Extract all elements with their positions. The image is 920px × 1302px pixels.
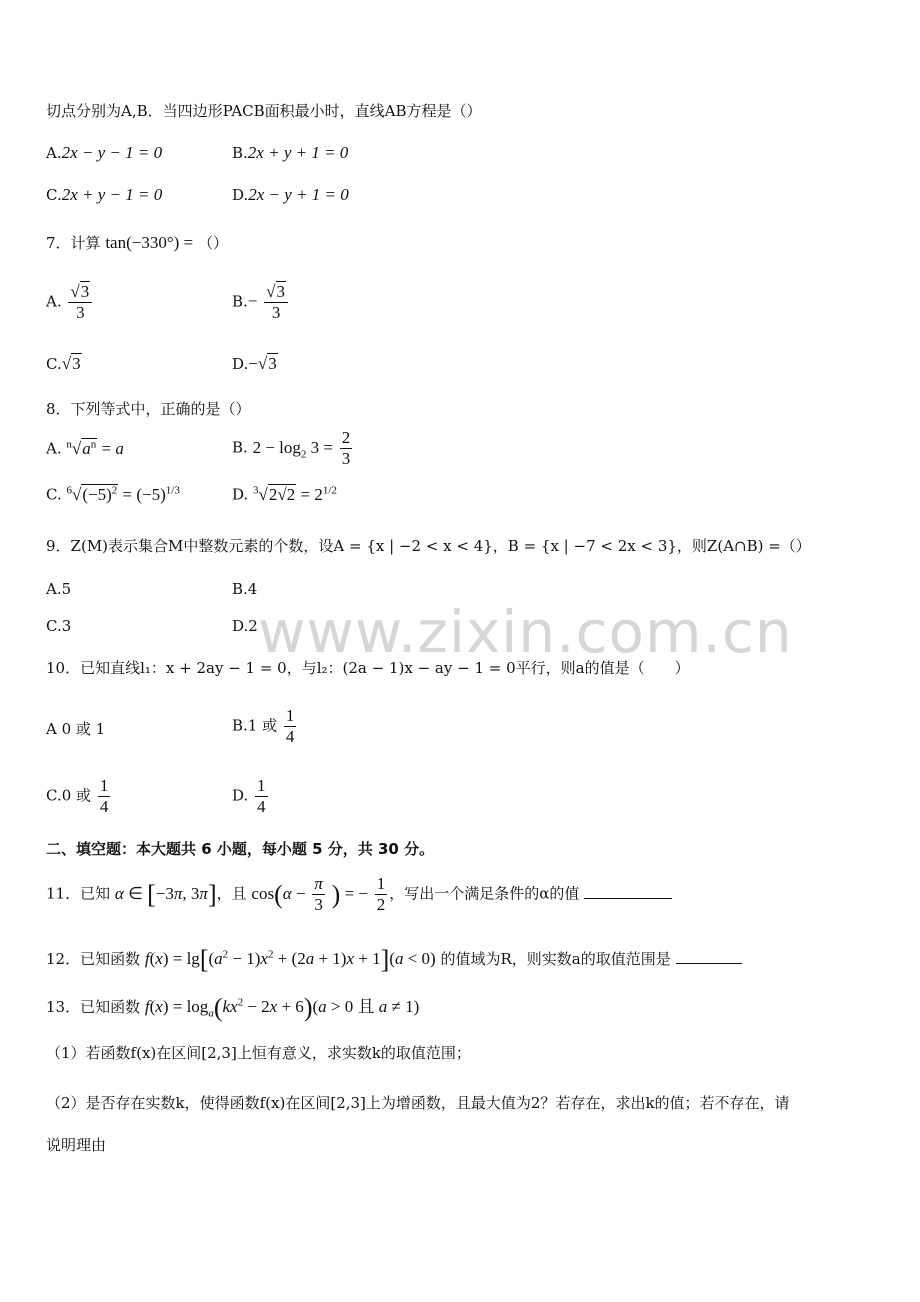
q9-option-a: A.5 xyxy=(46,580,72,598)
q7-stem: 7．计算 tan(−330°) = （） xyxy=(46,233,228,252)
q11-answer-blank[interactable] xyxy=(584,898,672,899)
q6-stem xyxy=(46,100,482,121)
q6-option-c: C.2x + y − 1 = 0 xyxy=(46,185,163,204)
q10-option-b: B.1 或 $\frac{1}{4}$ xyxy=(232,706,295,746)
q10-option-d: D. $\frac{1}{4}$ xyxy=(232,776,266,816)
q8-option-a: A. $^n√a^n = a$ xyxy=(46,438,124,458)
q8-option-c: C. $^6√(-5)^2 = (-5)^{1/3}$ xyxy=(46,484,180,504)
q13-stem: 13．已知函数 $f(x) = \log_a(kx^2 - 2x + 6)(a > 0$ 且 a ≠ 1) xyxy=(46,993,420,1022)
q6-option-d: D.2x − y + 1 = 0 xyxy=(232,185,349,204)
q8-option-d: D. $^3√2√2 = 2^{1/2}$ xyxy=(232,484,337,504)
q8-stem: 8．下列等式中，正确的是（） xyxy=(46,400,251,418)
q6-option-a: A.2x − y − 1 = 0 xyxy=(46,143,163,162)
q7-option-b: B.− $\frac{√3}{3}$ xyxy=(232,282,290,323)
q9-option-d: D.2 xyxy=(232,617,258,635)
q6-stem-text: 切点分别为A,B．当四边形PACB面积最小时，直线AB方程是（） xyxy=(46,102,482,120)
q13-part2-end: 说明理由 xyxy=(46,1136,107,1154)
watermark: www.zixin.com.cn xyxy=(258,598,793,666)
q13-part1: （1）若函数f(x)在区间[2,3]上恒有意义，求实数k的取值范围； xyxy=(46,1044,471,1062)
q7-option-a: A. $\frac{√3}{3}$ xyxy=(46,282,94,323)
q10-option-a: A 0 或 1 xyxy=(46,720,106,738)
q7-option-d: D.−√3 xyxy=(232,354,277,373)
q8-option-b: B. $2 - \log_2 3$ = $\frac{2}{3}$ xyxy=(232,428,351,468)
q10-stem: 10．已知直线l₁：x + 2ay − 1 = 0，与l₂：(2a − 1)x − ay − 1 = 0平行，则a的值是（ ） xyxy=(46,659,690,677)
q10-option-c: C.0 或 $\frac{1}{4}$ xyxy=(46,776,109,816)
q11-stem: 11．已知 α ∈ [−3π, 3π]，且 cos(α − $\frac{\pi}{3}$ ) = − $\frac{1}{2}$ ，写出一个满足条件的α的值 xyxy=(46,874,672,915)
q9-option-c: C.3 xyxy=(46,617,72,635)
q7-option-c: C.√3 xyxy=(46,354,81,373)
q9-stem: 9．Z(M)表示集合M中整数元素的个数，设A = {x | −2 < x < 4}，B = {x | −7 < 2x < 3}，则Z(A∩B) =（） xyxy=(46,537,811,555)
q6-option-b: B.2x + y + 1 = 0 xyxy=(232,143,349,162)
q9-option-b: B.4 xyxy=(232,580,258,598)
q12-answer-blank[interactable] xyxy=(676,963,742,964)
q13-part2: （2）是否存在实数k，使得函数f(x)在区间[2,3]上为增函数，且最大值为2？若存在，求出k的值；若不存在，请 xyxy=(46,1094,790,1112)
q12-stem: 12．已知函数 $f(x) = \lg[(a^2 - 1)x^2 + (2a + 1)x + 1](a < 0)$ 的值域为R，则实数a的取值范围是 xyxy=(46,945,742,975)
section-heading: 二、填空题：本大题共 6 小题，每小题 5 分，共 30 分。 xyxy=(46,840,435,858)
